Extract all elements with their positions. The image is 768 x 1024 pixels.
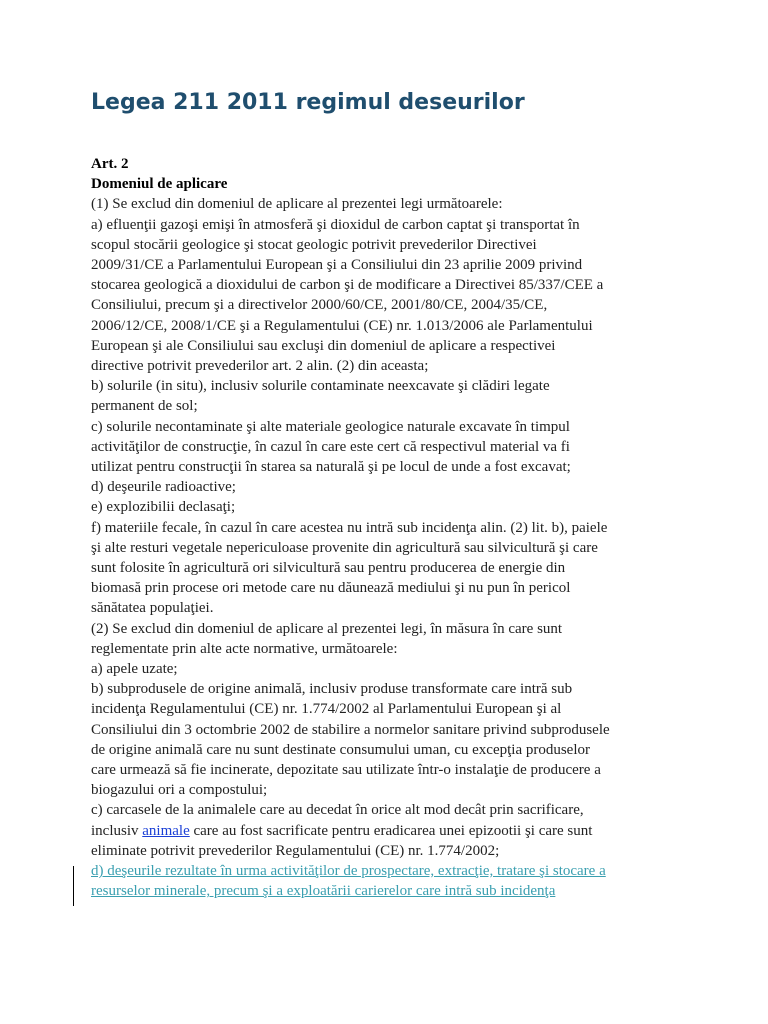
body-line: b) subprodusele de origine animală, inclusiv produse transformate care intră sub: [91, 681, 573, 698]
article-body: [91, 194, 688, 820]
body-line: incidenţa Regulamentului (CE) nr. 1.774/2002 al Parlamentului European şi al: [91, 701, 562, 718]
body-line: biogazului ori a compostului;: [91, 782, 268, 799]
document-title: Legea 211 2011 regimul deseurilor: [91, 90, 525, 115]
text-cursor: [73, 866, 74, 906]
body-line: de origine animală care nu sunt destinate consumului uman, cu excepţia produselor: [91, 741, 591, 758]
body-text: care au fost sacrificate pentru eradicarea unei epizootii şi care sunt: [189, 822, 593, 839]
body-line: c) solurile necontaminate şi alte materiale geologice naturale excavate în timpul: [91, 418, 570, 435]
body-line: biomasă prin procese ori metode care nu dăunează mediului şi nu pun în pericol: [91, 580, 571, 597]
body-line: 2009/31/CE a Parlamentului European şi a Consiliului din 23 aprilie 2009 privind: [91, 257, 583, 273]
body-line: 2006/12/CE, 2008/1/CE şi a Regulamentului (CE) nr. 1.013/2006 ale Parlamentului: [91, 317, 593, 334]
body-line: reglementate prin alte acte normative, următoarele:: [91, 640, 398, 657]
body-line: permanent de sol;: [91, 398, 198, 415]
animale-link[interactable]: animale: [142, 822, 190, 839]
body-line: care urmează să fie incinerate, depozitate sau utilizate într-o instalaţie de producere a: [91, 762, 601, 779]
body-line: b) solurile (in situ), inclusiv solurile contaminate neexcavate şi clădiri legate: [91, 378, 550, 395]
article-number: Art. 2: [91, 156, 129, 173]
linked-paragraph[interactable]: [91, 861, 688, 901]
body-text: inclusiv: [91, 822, 143, 839]
body-line: Consiliului din 3 octombrie 2002 de stabilire a normelor sanitare privind subprodusele: [91, 721, 610, 738]
body-line: a) efluenţii gazoşi emişi în atmosferă şi dioxidul de carbon captat şi transportat în: [91, 216, 580, 233]
body-line: European şi ale Consiliului sau excluşi din domeniul de aplicare a respectivei: [91, 337, 556, 354]
body-line: activităţilor de construcţie, în cazul în care este cert că respectivul material va fi: [91, 438, 570, 455]
body-line: a) apele uzate;: [91, 661, 178, 678]
linked-text-line[interactable]: d) deşeurile rezultate în urma activităţilor de prospectare, extracţie, tratare şi stocare a: [91, 863, 606, 880]
body-line: e) explozibilii declasaţi;: [91, 499, 236, 516]
body-line: şi alte resturi vegetale nepericuloase provenite din agricultură sau silvicultură şi care: [91, 539, 598, 556]
body-line: sunt folosite în agricultură ori silvicultură sau pentru producerea de energie din: [91, 560, 566, 577]
body-line: directive potrivit prevederilor art. 2 alin. (2) din aceasta;: [91, 358, 429, 375]
body-line: utilizat pentru construcţii în starea sa naturală şi pe locul de unde a fost excavat;: [91, 459, 571, 476]
body-line: scopul stocării geologice şi stocat geologic potrivit prevederilor Directivei: [91, 236, 537, 253]
linked-text-line[interactable]: resurselor minerale, precum şi a exploatării carierelor care intră sub incidenţa: [91, 883, 556, 900]
body-line: d) deşeurile radioactive;: [91, 479, 236, 496]
body-line: eliminate potrivit prevederilor Regulamentului (CE) nr. 1.774/2002;: [91, 842, 500, 859]
body-line: (2) Se exclud din domeniul de aplicare al prezentei legi, în măsura în care sunt: [91, 620, 563, 637]
body-line: stocarea geologică a dioxidului de carbon şi de modificare a Directivei 85/337/CEE a: [91, 277, 604, 294]
body-line: f) materiile fecale, în cazul în care acestea nu intră sub incidenţa alin. (2) lit. b), paiele: [91, 519, 608, 536]
body-line: Consiliului, precum şi a directivelor 2000/60/CE, 2001/80/CE, 2004/35/CE,: [91, 297, 548, 314]
article-heading: Domeniul de aplicare: [91, 176, 228, 193]
body-line: (1) Se exclud din domeniul de aplicare al prezentei legi următoarele:: [91, 196, 503, 213]
body-line: sănătatea populaţiei.: [91, 600, 214, 617]
body-line-with-link: [91, 821, 688, 841]
body-line: c) carcasele de la animalele care au decedat în orice alt mod decât prin sacrificare,: [91, 802, 584, 819]
